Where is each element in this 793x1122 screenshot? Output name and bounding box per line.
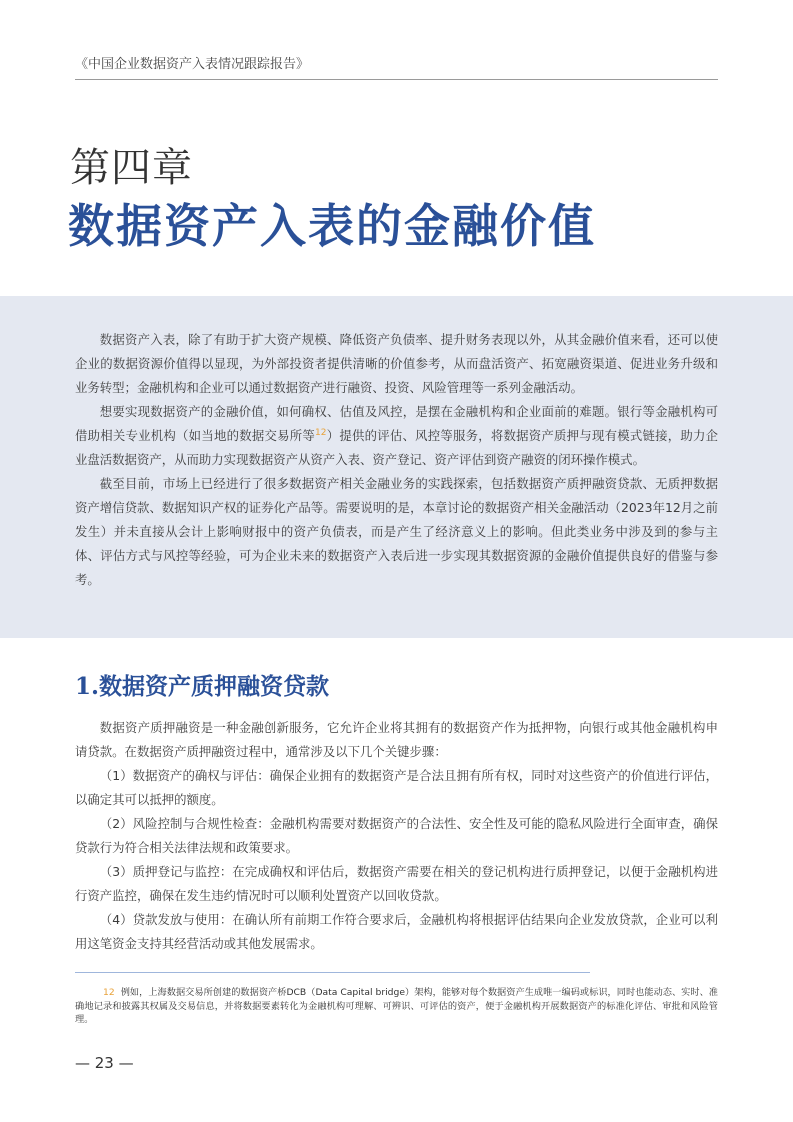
- intro-paragraph-3: 截至目前，市场上已经进行了很多数据资产相关金融业务的实践探索，包括数据资产质押融资贷款、无质押数据资产增信贷款、数据知识产权的证券化产品等。需要说明的是，本章讨论的数据资产相关金融活动（2023年12月之前发生）并未直接从会计上影响财报中的资产负债表，而是产生了经济意义上的影响。但此类业务中涉及到的参与主体、评估方式与风控等经验，可为企业未来的数据资产入表后进一步实现其数据资源的金融价值提供良好的借鉴与参考。: [75, 476, 718, 587]
- chapter-title: 数据资产入表的金融价值: [68, 199, 596, 253]
- section-body: [75, 716, 718, 956]
- body-paragraph: （2）风险控制与合规性检查：金融机构需要对数据资产的合法性、安全性及可能的隐私风险进行全面审查，确保贷款行为符合相关法律法规和政策要求。: [75, 816, 718, 855]
- body-paragraph: （4）贷款发放与使用：在确认所有前期工作符合要求后，金融机构将根据评估结果向企业发放贷款，企业可以利用这笔资金支持其经营活动或其他发展需求。: [75, 912, 718, 951]
- footnote-reference[interactable]: 12: [315, 427, 327, 438]
- intro-paragraph-2-start: 想要实现数据资产的金融价值，如何确权、估值及风控，是摆在金融机构和企业面前的难题。银行等金融机构可借助相关专业机构（如当地的数据交易所等: [75, 404, 718, 443]
- footnote-number: 12: [103, 987, 115, 998]
- intro-paragraph-2: [75, 400, 718, 472]
- body-paragraph: （1）数据资产的确权与评估：确保企业拥有的数据资产是合法且拥有所有权，同时对这些资产的价值进行评估，以确定其可以抵押的额度。: [75, 768, 718, 807]
- intro-paragraph-1: 数据资产入表，除了有助于扩大资产规模、降低资产负债率、提升财务表现以外，从其金融价值来看，还可以使企业的数据资源价值得以显现，为外部投资者提供清晰的价值参考，从而盘活资产、拓宽融资渠道、促进业务升级和业务转型；金融机构和企业可以通过数据资产进行融资、投资、风险管理等一系列金融活动。: [75, 332, 718, 395]
- body-paragraph: 数据资产质押融资是一种金融创新服务，它允许企业将其拥有的数据资产作为抵押物，向银行或其他金融机构申请贷款。在数据资产质押融资过程中，通常涉及以下几个关键步骤：: [75, 720, 718, 759]
- intro-paragraph-2-end: ）提供的评估、风控等服务，将数据资产质押与现有模式链接，助力企业盘活数据资产，从而助力实现数据资产从资产入表、资产登记、资产评估到资产融资的闭环操作模式。: [75, 428, 719, 467]
- running-header: 《中国企业数据资产入表情况跟踪报告》: [75, 53, 718, 80]
- page-number: — 23 —: [75, 1054, 134, 1072]
- intro-text: [75, 328, 718, 592]
- section-heading: 1.数据资产质押融资贷款: [75, 673, 330, 700]
- chapter-number: 第四章: [70, 145, 193, 191]
- footnote-divider: [75, 972, 590, 973]
- footnote: [75, 986, 718, 1027]
- footnote-text: 例如，上海数据交易所创建的数据资产桥DCB（Data Capital bridge）架构，能够对每个数据资产生成唯一编码或标识，同时也能动态、实时、准确地记录和披露其权属及交易信息，并将数据要素转化为金融机构可理解、可辨识、可评估的资产，便于金融机构开展数据资产的标准化评估、审批和风险管理。: [75, 987, 718, 1025]
- body-paragraph: （3）质押登记与监控：在完成确权和评估后，数据资产需要在相关的登记机构进行质押登记，以便于金融机构进行资产监控，确保在发生违约情况时可以顺利处置资产以回收贷款。: [75, 864, 718, 903]
